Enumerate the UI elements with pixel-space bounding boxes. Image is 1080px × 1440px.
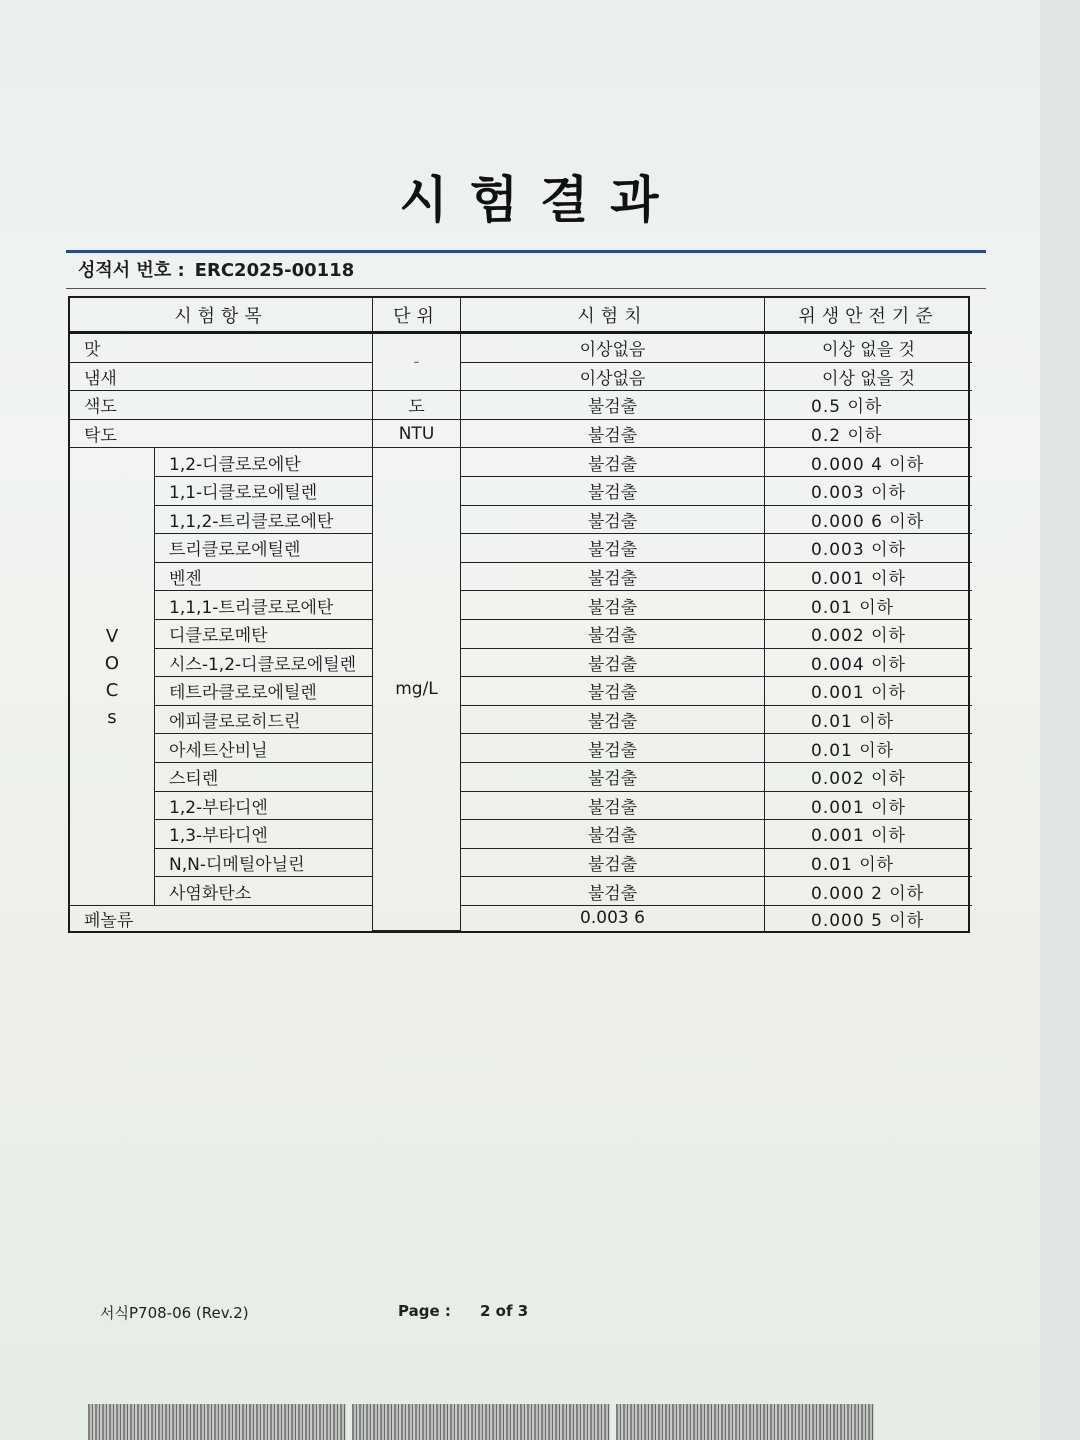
voc-result: 불검출: [461, 877, 765, 906]
voc-item: N,N-디메틸아닐린: [155, 849, 373, 878]
voc-standard: 0.000 2 이하: [765, 877, 972, 906]
voc-result: 불검출: [461, 734, 765, 763]
voc-item: 사염화탄소: [155, 877, 373, 906]
row-standard-odor: 이상 없을 것: [765, 363, 972, 392]
header-unit: 단위: [373, 298, 461, 334]
row-item-color: 색도: [70, 391, 373, 420]
voc-item: 스티렌: [155, 763, 373, 792]
cert-rule: [66, 288, 986, 289]
barcode-strip: [616, 1404, 874, 1440]
voc-item: 벤젠: [155, 563, 373, 592]
row-result-color: 불검출: [461, 391, 765, 420]
voc-result: 불검출: [461, 792, 765, 821]
voc-standard: 0.001 이하: [765, 677, 972, 706]
barcode-strip: [88, 1404, 346, 1440]
voc-result: 불검출: [461, 477, 765, 506]
row-result-odor: 이상없음: [461, 363, 765, 392]
row-standard-taste: 이상 없을 것: [765, 334, 972, 363]
voc-result: 불검출: [461, 849, 765, 878]
voc-result: 불검출: [461, 591, 765, 620]
voc-result: 불검출: [461, 763, 765, 792]
voc-result: 불검출: [461, 820, 765, 849]
row-result-taste: 이상없음: [461, 334, 765, 363]
form-code: 서식P708-06 (Rev.2): [100, 1304, 249, 1322]
vocs-group-label: [70, 448, 155, 906]
vocs-letter: C: [105, 679, 119, 701]
row-result-phenols: 0.003 6: [461, 906, 765, 931]
voc-standard: 0.004 이하: [765, 649, 972, 678]
voc-result: 불검출: [461, 649, 765, 678]
voc-item: 1,3-부타디엔: [155, 820, 373, 849]
voc-item: 디클로로메탄: [155, 620, 373, 649]
voc-standard: 0.01 이하: [765, 849, 972, 878]
cert-number-label: 성적서 번호 :: [78, 260, 185, 281]
cert-number-line: [78, 256, 354, 282]
barcode-strip: [352, 1404, 610, 1440]
voc-standard: 0.001 이하: [765, 563, 972, 592]
page-label: Page :: [398, 1302, 451, 1320]
voc-item: 아세트산비닐: [155, 734, 373, 763]
voc-result: 불검출: [461, 506, 765, 535]
voc-standard: 0.001 이하: [765, 792, 972, 821]
voc-standard: 0.01 이하: [765, 734, 972, 763]
row-standard-turbidity: 0.2 이하: [765, 420, 972, 449]
row-standard-color: 0.5 이하: [765, 391, 972, 420]
row-unit-turbidity: NTU: [373, 420, 461, 449]
voc-standard: 0.002 이하: [765, 763, 972, 792]
voc-item: 1,1-디클로로에틸렌: [155, 477, 373, 506]
voc-result: 불검출: [461, 563, 765, 592]
voc-item: 1,1,1-트리클로로에탄: [155, 591, 373, 620]
voc-standard: 0.000 4 이하: [765, 448, 972, 477]
voc-result: 불검출: [461, 677, 765, 706]
row-standard-phenols: 0.000 5 이하: [811, 910, 925, 931]
vocs-letter: s: [107, 706, 117, 728]
voc-standard: 0.01 이하: [765, 706, 972, 735]
row-item-phenols: 페놀류: [70, 906, 373, 931]
results-table: [68, 296, 970, 933]
voc-standard: 0.002 이하: [765, 620, 972, 649]
row-result-turbidity: 불검출: [461, 420, 765, 449]
row-item-turbidity: 탁도: [70, 420, 373, 449]
unit-dash: -: [373, 334, 461, 391]
page-number: 2 of 3: [480, 1302, 529, 1320]
header-item: 시험항목: [70, 298, 373, 334]
voc-standard: 0.01 이하: [765, 591, 972, 620]
voc-item: 1,1,2-트리클로로에탄: [155, 506, 373, 535]
voc-standard: 0.003 이하: [765, 534, 972, 563]
row-unit-color: 도: [373, 391, 461, 420]
row-item-taste: 맛: [70, 334, 373, 363]
row-item-odor: 냄새: [70, 363, 373, 392]
voc-item: 1,2-부타디엔: [155, 792, 373, 821]
voc-result: 불검출: [461, 620, 765, 649]
voc-item: 테트라클로로에틸렌: [155, 677, 373, 706]
voc-standard: 0.000 6 이하: [765, 506, 972, 535]
voc-result: 불검출: [461, 706, 765, 735]
vocs-unit: mg/L: [373, 448, 461, 931]
voc-item: 1,2-디클로로에탄: [155, 448, 373, 477]
voc-result: 불검출: [461, 448, 765, 477]
voc-item: 트리클로로에틸렌: [155, 534, 373, 563]
vocs-letter: O: [104, 652, 120, 674]
voc-item: 에피클로로히드린: [155, 706, 373, 735]
header-standard: 위생안전기준: [765, 298, 972, 334]
header-result: 시험치: [461, 298, 765, 334]
voc-item: 시스-1,2-디클로로에틸렌: [155, 649, 373, 678]
document-title: 시험결과: [399, 171, 681, 229]
voc-result: 불검출: [461, 534, 765, 563]
vocs-letter: V: [105, 625, 119, 647]
cert-number-value: ERC2025-00118: [194, 260, 355, 281]
voc-standard: 0.001 이하: [765, 820, 972, 849]
voc-standard: 0.003 이하: [765, 477, 972, 506]
title-rule: [66, 250, 986, 253]
